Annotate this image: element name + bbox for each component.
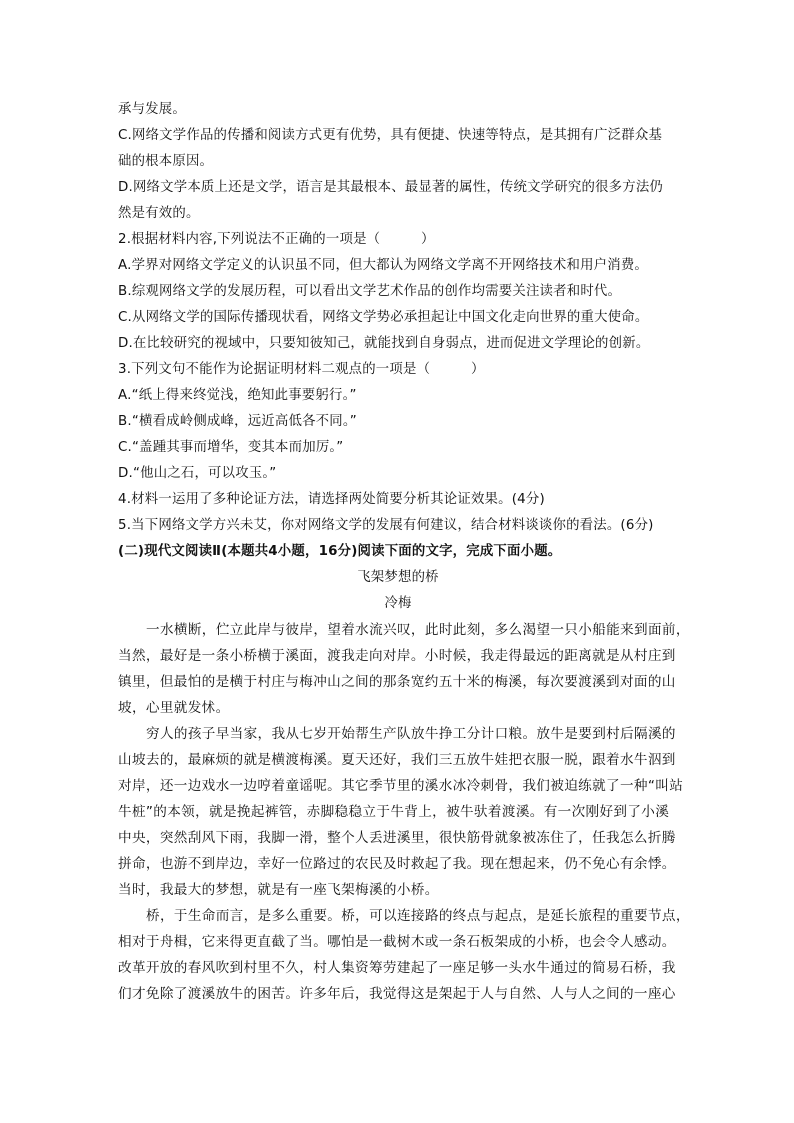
paragraph-3-line: 改革开放的春风吹到村里不久，村人集资筹劳建起了一座足够一头水牛通过的简易石桥，我	[118, 960, 676, 976]
article-title: 飞架梦想的桥	[357, 570, 439, 585]
question-3-option-a: A.“纸上得来终觉浅，绝知此事要躬行。”	[118, 388, 357, 403]
question-2-option-b: B.综观网络文学的发展历程，可以看出文学艺术作品的创作均需要关注读者和时代。	[118, 284, 622, 299]
question-3-option-c: C.“盖踵其事而增华，变其本而加厉。”	[118, 440, 344, 455]
article-author: 冷梅	[384, 596, 412, 611]
question-3-option-b: B.“横看成岭侧成峰，远近高低各不同。”	[118, 414, 357, 429]
paragraph-2-line: 当时，我最大的梦想，就是有一座飞架梅溪的小桥。	[118, 882, 439, 898]
paragraph-3-line: 们才免除了渡溪放牛的困苦。许多年后，我觉得这是架起于人与自然、人与人之间的一座心	[118, 986, 676, 1002]
text-line: D.网络文学本质上还是文学，语言是其最根本、最显著的属性，传统文学研究的很多方法仍	[118, 180, 663, 195]
text-line: 然是有效的。	[118, 206, 200, 221]
paragraph-1-line: 镇里，但最怕的是横于村庄与梅冲山之间的那条宽约五十米的梅溪，每次要渡溪到对面的山	[118, 674, 676, 690]
question-4: 4.材料一运用了多种论证方法，请选择两处简要分析其论证效果。(4分)	[118, 492, 545, 507]
question-3-option-d: D.“他山之石，可以攻玉。”	[118, 466, 277, 481]
paragraph-3-line: 桥，于生命而言，是多么重要。桥，可以连接路的终点与起点，是延长旅程的重要节点，	[146, 908, 690, 924]
paragraph-2-line: 牛桩”的本领，就是挽起裤管，赤脚稳稳立于牛背上，被牛驮着渡溪。有一次刚好到了小溪	[118, 804, 670, 820]
paragraph-1-line: 一水横断，伫立此岸与彼岸，望着水流兴叹，此时此刻，多么渴望一只小船能来到面前，	[146, 622, 690, 638]
paragraph-2-line: 对岸，还一边戏水一边哼着童谣呢。其它季节里的溪水冰冷刺骨，我们被迫练就了一种“叫站	[118, 778, 684, 794]
text-line: 础的根本原因。	[118, 154, 214, 169]
paragraph-2-line: 穷人的孩子早当家，我从七岁开始帮生产队放牛挣工分计口粮。放牛是要到村后隔溪的	[146, 726, 676, 742]
section-header: (二)现代文阅读Ⅱ(本题共4小题，16分)阅读下面的文字，完成下面小题。	[118, 544, 562, 559]
text-line: C.网络文学作品的传播和阅读方式更有优势，具有便捷、快速等特点，是其拥有广泛群众基	[118, 128, 663, 143]
question-2-option-c: C.从网络文学的国际传播现状看，网络文学势必承担起让中国文化走向世界的重大使命。	[118, 310, 649, 325]
question-5: 5.当下网络文学方兴未艾，你对网络文学的发展有何建议，结合材料谈谈你的看法。(6分)	[118, 518, 654, 533]
text-line: 承与发展。	[118, 102, 186, 117]
question-2-option-d: D.在比较研究的视域中，只要知彼知己，就能找到自身弱点，进而促进文学理论的创新。	[118, 336, 650, 351]
paragraph-1-line: 坡，心里就发怵。	[118, 700, 230, 716]
paragraph-2-line: 山坡去的，最麻烦的就是横渡梅溪。夏天还好，我们三五放牛娃把衣服一脱，跟着水牛泅到	[118, 752, 676, 768]
question-3-stem: 3.下列文句不能作为论据证明材料二观点的一项是（ ）	[118, 362, 485, 377]
question-2-stem: 2.根据材料内容,下列说法不正确的一项是（ ）	[118, 232, 435, 247]
question-2-option-a: A.学界对网络文学定义的认识虽不同，但大都认为网络文学离不开网络技术和用户消费。	[118, 258, 649, 273]
paragraph-3-line: 相对于舟楫，它来得更直截了当。哪怕是一截树木或一条石板架成的小桥，也会令人感动。	[118, 934, 676, 950]
paragraph-2-line: 中央，突然刮风下雨，我脚一滑，整个人丢进溪里，很快筋骨就象被冻住了，任我怎么折腾	[118, 830, 676, 846]
paragraph-2-line: 拼命，也游不到岸边，幸好一位路过的农民及时救起了我。现在想起来，仍不免心有余悸。	[118, 856, 676, 872]
paragraph-1-line: 当然，最好是一条小桥横于溪面，渡我走向对岸。小时候，我走得最远的距离就是从村庄到	[118, 648, 676, 664]
